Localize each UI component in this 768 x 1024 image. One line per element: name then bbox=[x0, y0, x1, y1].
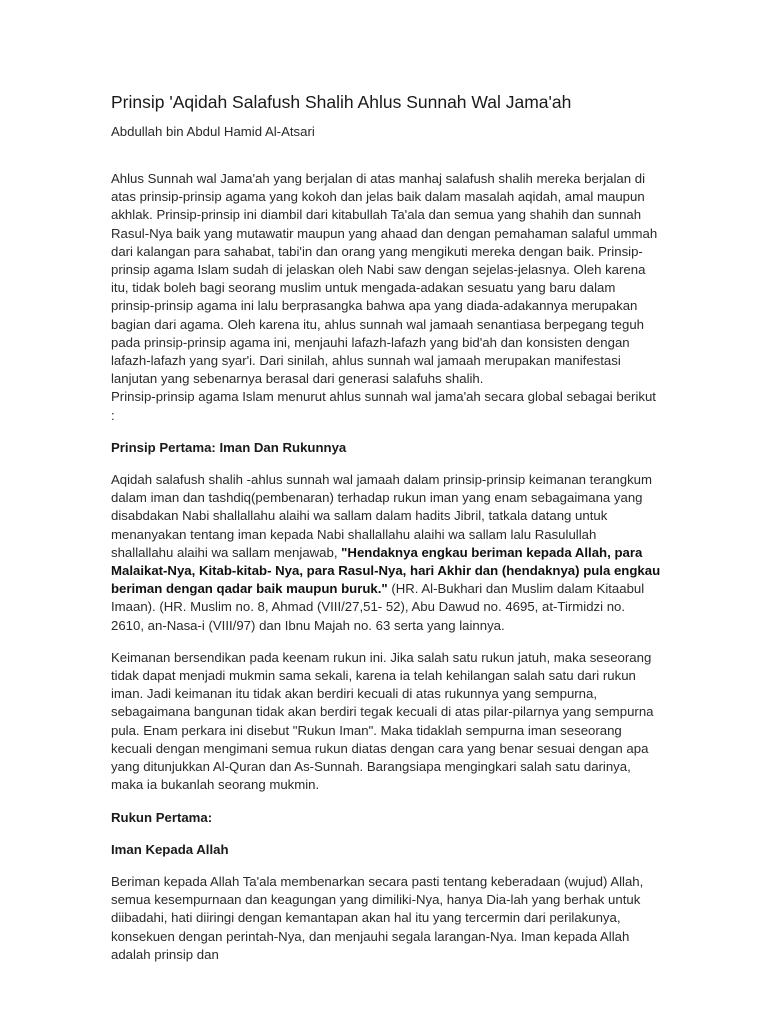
page-title: Prinsip 'Aqidah Salafush Shalih Ahlus Sunnah Wal Jama'ah bbox=[111, 92, 572, 112]
paragraph-rukun-iman: Keimanan bersendikan pada keenam rukun ini. Jika salah satu rukun jatuh, maka seseorang tidak dapat menjadi mukmin sama sekali, karena ia telah kehilangan salah satu dari rukun iman. Jadi keimanan itu tidak akan berdiri kecuali di atas rukunnya yang sempurna, sebagaimana bangunan tidak akan berdiri tegak kecuali di atas pilar-pilarnya yang sempurna pula. Enam perkara ini disebut "Rukun Iman". Maka tidaklah sempurna iman seseorang kecuali dengan mengimani semua rukun diatas dengan cara yang benar sesuai dengan apa yang ditunjukkan Al-Quran dan As-Sunnah. Barangsiapa mengingkari salah satu darinya, maka ia bukanlah seorang mukmin. bbox=[111, 649, 654, 793]
intro-summary-line: Prinsip-prinsip agama Islam menurut ahlus sunnah wal jama'ah secara global sebagai berikut : bbox=[111, 389, 656, 423]
paragraph-iman-allah: Beriman kepada Allah Ta'ala membenarkan secara pasti tentang keberadaan (wujud) Allah, semua kesempurnaan dan keagungan yang dimiliki-Nya, hanya Dia-lah yang berhak untuk diibadahi, hati diiringi dengan kemantapan akan hal itu yang tercermin dari perilakunya, konsekuen dengan perintah-Nya, dan menjauhi segala larangan-Nya. Iman kepada Allah adalah prinsip dan bbox=[111, 873, 644, 962]
paragraph-aqidah bbox=[111, 471, 661, 635]
intro-paragraph: Ahlus Sunnah wal Jama'ah yang berjalan di atas manhaj salafush shalih mereka berjalan di atas prinsip-prinsip agama yang kokoh dan jelas baik dalam masalah aqidah, amal maupun akhlak. Prinsip-prinsip ini diambil dari kitabullah Ta'ala dan semua yang shahih dan sunnah Rasul-Nya baik yang mutawatir maupun yang ahaad dan dengan pemahaman salaful ummah dari kalangan para sahabat, tabi'in dan orang yang mengikuti mereka dengan baik. Prinsip-prinsip agama Islam sudah di jelaskan oleh Nabi saw dengan sejelas-jelasnya. Oleh karena itu, tidak boleh bagi seorang muslim untuk mengada-adakan sesuatu yang baru dalam prinsip-prinsip agama ini lalu berprasangka bahwa apa yang diada-adakannya merupakan bagian dari agama. Oleh karena itu, ahlus sunnah wal jamaah senantiasa berpegang teguh pada prinsip-prinsip agama ini, menjauhi lafazh-lafazh yang bid'ah dan konsisten dengan lafazh-lafazh yang syar'i. Dari sinilah, ahlus sunnah wal jamaah merupakan manifestasi lanjutan yang sebenarnya berasal dari generasi salafuhs shalih. bbox=[111, 171, 658, 387]
heading-rukun-pertama: Rukun Pertama: bbox=[111, 809, 213, 825]
hadith-reference: (HR. Al-Bukhari dan Muslim dalam Kitaabul Imaan). (HR. Muslim no. 8, Ahmad (VIII/27,51- 52), Abu Dawud no. 4695, at-Tirmidzi no. 2610, an-Nasa-i (VIII/97) dan Ibnu Majah no. 63 serta yang lainnya. bbox=[111, 581, 645, 633]
article-body bbox=[111, 170, 661, 964]
author-name: Abdullah bin Abdul Hamid Al-Atsari bbox=[111, 124, 315, 139]
hadith-quote: "Hendaknya engkau beriman kepada Allah, para Malaikat-Nya, Kitab-kitab- Nya, para Rasul-Nya, hari Akhir dan (hendaknya) pula engkau beriman dengan qadar baik maupun buruk." bbox=[111, 544, 661, 597]
paragraph-aqidah-text: Aqidah salafush shalih -ahlus sunnah wal jamaah dalam prinsip-prinsip keimanan terangkum dalam iman dan tashdiq(pembenaran) terhadap rukun iman yang enam sebagaimana yang disabdakan Nabi shallallahu alaihi wa sallam dalam hadits Jibril, tatkala datang untuk menanyakan tentang iman kepada Nabi shallallahu alaihi wa sallam lalu Rasulullah shallallahu alaihi wa sallam menjawab, bbox=[111, 472, 652, 560]
heading-iman-kepada-allah: Iman Kepada Allah bbox=[111, 841, 229, 857]
heading-first-principle: Prinsip Pertama: Iman Dan Rukunnya bbox=[111, 439, 347, 455]
